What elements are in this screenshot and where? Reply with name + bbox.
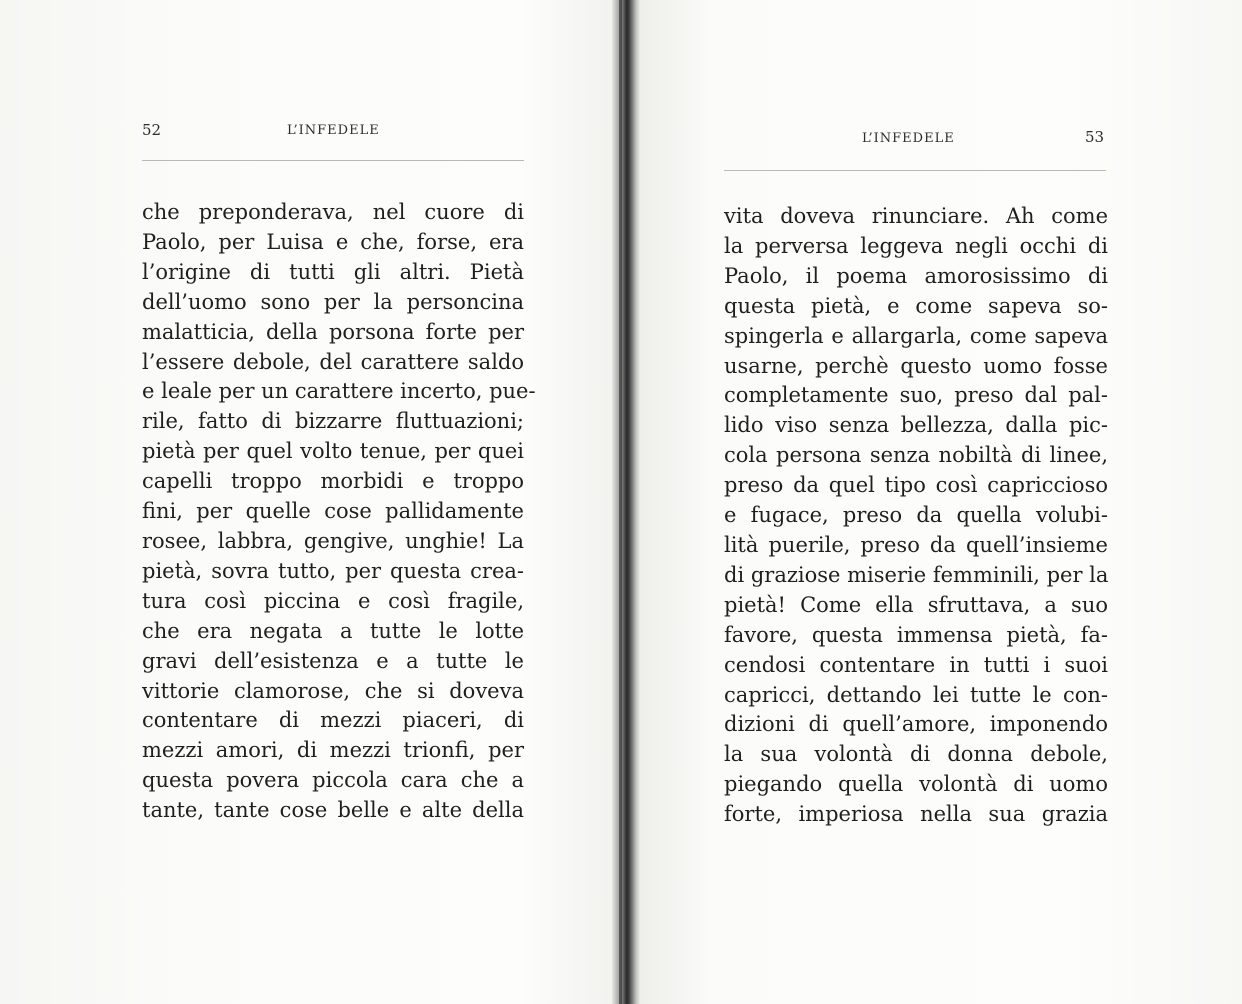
text-line: vita doveva rinunciare. Ah come [724,204,1108,228]
text-line: Paolo, per Luisa e che, forse, era [142,229,524,254]
right-running-head: L’INFEDELE [862,131,955,146]
text-line: completamente suo, preso dal pal- [724,383,1108,408]
text-line: rile, fatto di bizzarre fluttuazioni; [142,409,524,434]
text-line: pietà, sovra tutto, per questa crea- [142,558,524,583]
text-line: fini, per quelle cose pallidamente [142,499,524,524]
text-line: tura così piccina e così fragile, [142,588,524,613]
text-line: e leale per un carattere incerto, pue- [142,379,536,404]
left-page-number: 52 [142,121,162,139]
text-line: gravi dell’esistenza e a tutte le [142,648,524,673]
text-line: favore, questa immensa pietà, fa- [724,622,1108,647]
text-line: capricci, dettando lei tutte le con- [724,682,1108,707]
left-running-head: L’INFEDELE [287,123,380,138]
right-page-number: 53 [1085,128,1105,146]
text-line: mezzi amori, di mezzi trionfi, per [142,738,524,763]
text-line: piegando quella volontà di uomo [724,772,1108,797]
text-line: vittorie clamorose, che si doveva [142,678,524,703]
text-line: dell’uomo sono per la personcina [142,289,524,314]
text-line: questa pietà, e come sapeva so- [724,293,1108,318]
text-line: che era negata a tutte le lotte [142,618,524,643]
text-line: la sua volontà di donna debole, [724,742,1108,767]
text-line: la perversa leggeva negli occhi di [724,233,1108,258]
text-line: preso da quel tipo così capriccioso [724,473,1108,498]
gutter-shadow [619,0,622,1004]
left-header-rule [142,160,524,161]
text-line: pietà per quel volto tenue, per quei [142,439,524,464]
text-line: questa povera piccola cara che a [142,768,524,793]
text-line: cola persona senza nobiltà di linee, [724,443,1108,468]
text-line: usarne, perchè questo uomo fosse [724,353,1108,378]
text-line: capelli troppo morbidi e troppo [142,469,524,494]
text-line: rosee, labbra, gengive, unghie! La [142,528,524,553]
text-line: cendosi contentare in tutti i suoi [724,652,1108,677]
text-line: Paolo, il poema amorosissimo di [724,263,1108,288]
text-line: contentare di mezzi piaceri, di [142,708,524,733]
text-line: forte, imperiosa nella sua grazia [724,802,1108,827]
text-line: lità puerile, preso da quell’insieme [724,532,1108,557]
right-page-text [724,202,1108,830]
book-gutter [612,0,640,1004]
text-line: e fugace, preso da quella volubi- [724,503,1108,528]
text-line: l’essere debole, del carattere saldo [142,349,524,374]
text-line: pietà! Come ella sfruttava, a suo [724,592,1108,617]
text-line: lido viso senza bellezza, dalla pic- [724,413,1108,438]
text-line: spingerla e allargarla, come sapeva [724,323,1108,348]
text-line: di graziose miserie femminili, per la [724,562,1109,587]
text-line: che preponderava, nel cuore di [142,200,524,224]
text-line: malatticia, della porsona forte per [142,319,524,344]
text-line: tante, tante cose belle e alte della [142,798,524,823]
left-page-text [142,198,536,826]
text-line: l’origine di tutti gli altri. Pietà [142,259,524,284]
text-line: dizioni di quell’amore, imponendo [724,712,1108,737]
right-header-rule [724,170,1106,171]
